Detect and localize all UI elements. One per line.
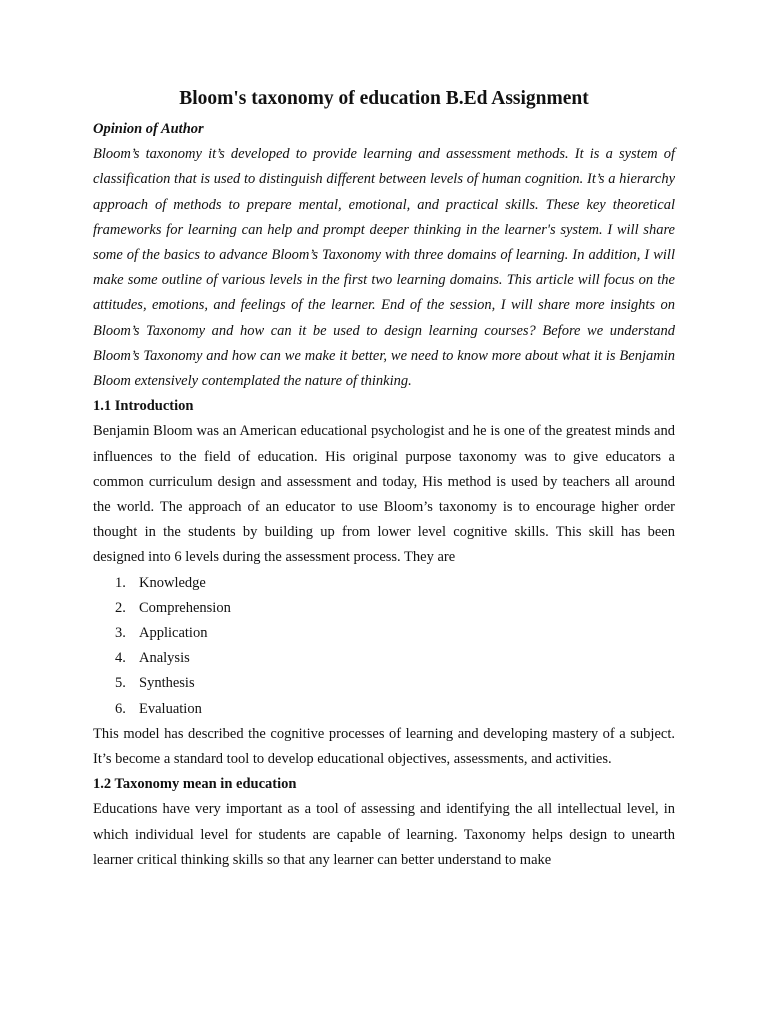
- introduction-closing-paragraph: This model has described the cognitive processes of learning and developing mastery of a subject. It’s become a standard tool to develop educational objectives, assessments, and activities.: [93, 725, 675, 768]
- introduction-paragraph: Benjamin Bloom was an American educational psychologist and he is one of the greatest minds and influences to the field of education. His original purpose taxonomy was to give educators a common curriculum design and assessment and today, His method is used by teachers all around the world. The approach of an educator to use Bloom’s taxonomy is to encourage higher order thought in the students by building up from lower level cognitive skills. This skill has been designed into 6 levels during the assessment process. They are: [93, 423, 675, 566]
- list-item-number: 3.: [115, 625, 126, 642]
- list-item-number: 2.: [115, 599, 126, 616]
- list-item: [115, 596, 675, 621]
- document-title: Bloom's taxonomy of education B.Ed Assignment: [179, 88, 589, 109]
- author-opinion-heading: Opinion of Author: [93, 121, 204, 137]
- list-item-label: Analysis: [139, 650, 190, 667]
- taxonomy-levels-list: [93, 571, 675, 722]
- list-item: [115, 671, 675, 696]
- document-content: [93, 86, 675, 873]
- list-item: [115, 697, 675, 722]
- list-item-label: Evaluation: [139, 700, 202, 717]
- list-item-number: 5.: [115, 675, 126, 692]
- list-item-number: 1.: [115, 574, 126, 591]
- list-item-label: Application: [139, 625, 208, 642]
- list-item-label: Knowledge: [139, 574, 206, 591]
- list-item: [115, 646, 675, 671]
- list-item: [115, 571, 675, 596]
- taxonomy-mean-heading: 1.2 Taxonomy mean in education: [93, 776, 297, 793]
- list-item-number: 4.: [115, 650, 126, 667]
- list-item: [115, 621, 675, 646]
- list-item-label: Comprehension: [139, 599, 231, 616]
- list-item-label: Synthesis: [139, 675, 195, 692]
- taxonomy-mean-paragraph: Educations have very important as a tool of assessing and identifying the all intellectual level, in which individual level for students are capable of learning. Taxonomy helps design to unearth learner critical thinking skills so that any learner can better understand to make: [93, 801, 675, 868]
- list-item-number: 6.: [115, 700, 126, 717]
- author-opinion-paragraph: Bloom’s taxonomy it’s developed to provide learning and assessment methods. It is a system of classification that is used to distinguish different between levels of human cognition. It’s a hierarchy approach of methods to prepare mental, emotional, and practical skills. These key theoretical frameworks for learning can help and prompt deeper thinking in the learner's system. I will share some of the basics to advance Bloom’s Taxonomy with three domains of learning. In addition, I will make some outline of various levels in the first two learning domains. This article will focus on the attitudes, emotions, and feelings of the learner. End of the session, I will share more insights on Bloom’s Taxonomy and how can it be used to design learning courses? Before we understand Bloom’s Taxonomy and how can we make it better, we need to know more about what it is Benjamin Bloom extensively contemplated the nature of thinking.: [93, 146, 675, 390]
- introduction-heading: 1.1 Introduction: [93, 398, 194, 415]
